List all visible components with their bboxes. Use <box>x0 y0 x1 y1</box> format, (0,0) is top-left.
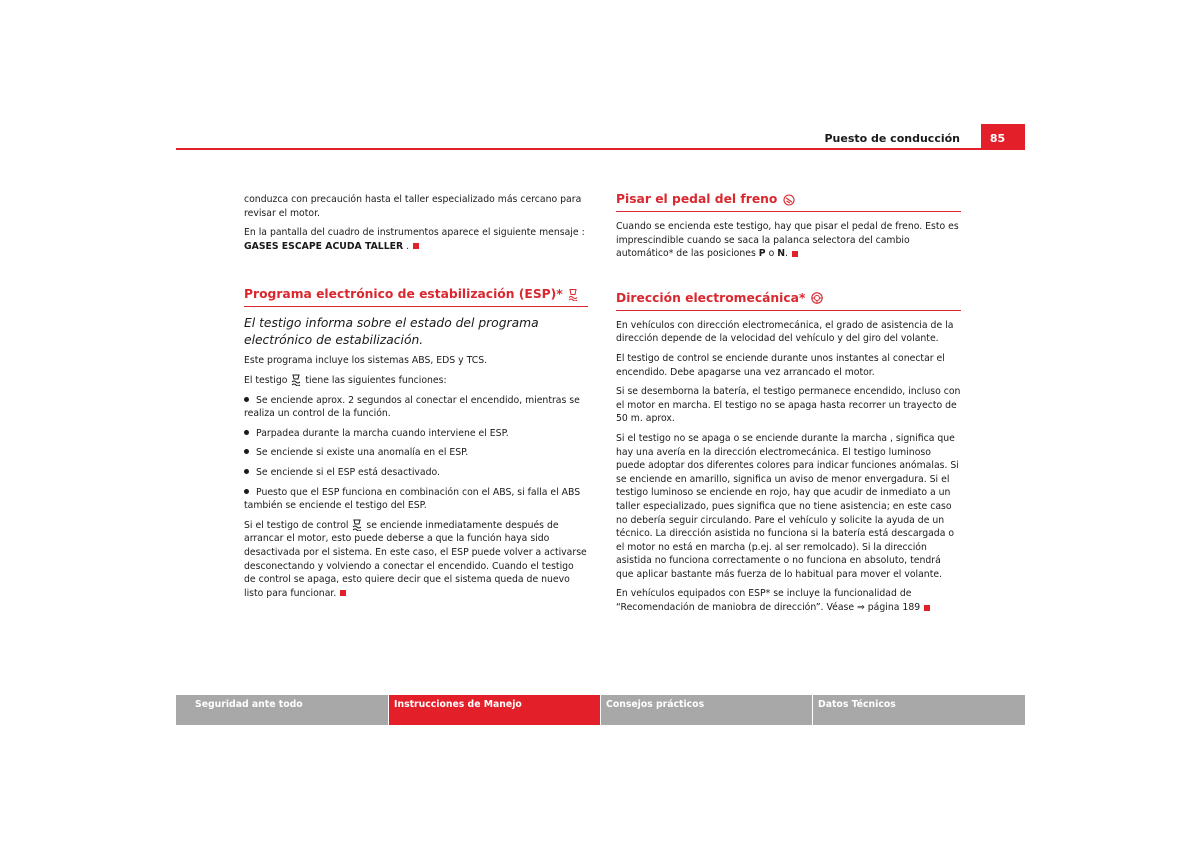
list-item: Se enciende aprox. 2 segundos al conectar el encendido, mientras se realiza un control de la función. <box>244 394 580 420</box>
steering-wheel-icon <box>810 292 824 304</box>
brake-pedal-icon <box>782 194 796 206</box>
list-item: Parpadea durante la marcha cuando interviene el ESP. <box>244 427 588 441</box>
header-rule <box>176 148 1025 150</box>
footer-tab-consejos[interactable]: Consejos prácticos <box>601 695 812 725</box>
footer-tab-seguridad[interactable]: Seguridad ante todo <box>176 695 388 725</box>
paragraph: Si se desemborna la batería, el testigo permanece encendido, incluso con el motor en marcha. El testigo no se apaga hasta recorrer un trayecto de 50 m. aprox. <box>616 386 961 425</box>
page-number: 85 <box>989 132 1006 145</box>
paragraph: Este programa incluye los sistemas ABS, EDS y TCS. <box>244 355 488 367</box>
right-column <box>616 192 961 621</box>
paragraph: Si el testigo de control se enciende inmediatamente después de arrancar el motor, esto puede deberse a que la función haya sido desactivada por el sistema. En este caso, el ESP puede volver a activarse desconectando y volviendo a conectar el encendido. Cuando el testigo de control se apaga, esto quiere decir que el sistema queda de nuevo listo para funcionar. <box>244 519 587 599</box>
esp-lead: El testigo informa sobre el estado del programa electrónico de estabilización. <box>244 316 539 347</box>
paragraph: En la pantalla del cuadro de instrumentos aparece el siguiente mensaje : GASES ESCAPE ACUDA TALLER . <box>244 227 585 252</box>
paragraph: Cuando se encienda este testigo, hay que pisar el pedal de freno. Esto es imprescindible cuando se saca la palanca selectora del cambio automático* de las posiciones P o N. <box>616 221 959 260</box>
paragraph: conduzca con precaución hasta el taller especializado más cercano para revisar el motor. <box>244 194 582 219</box>
footer-tab-datos[interactable]: Datos Técnicos <box>813 695 1025 725</box>
page-section-title: Puesto de conducción <box>824 132 960 145</box>
esp-icon <box>351 519 363 531</box>
list-item: Se enciende si existe una anomalía en el ESP. <box>244 446 588 460</box>
paragraph: El testigo de control se enciende durante unos instantes al conectar el encendido. Debe apagarse una vez arrancado el motor. <box>616 352 945 378</box>
list-item: Se enciende si el ESP está desactivado. <box>244 466 588 480</box>
bullet-icon <box>244 469 249 474</box>
list-item: Puesto que el ESP funciona en combinación con el ABS, si falla el ABS también se enciende el testigo del ESP. <box>244 486 581 512</box>
paragraph: Si el testigo no se apaga o se enciende durante la marcha , significa que hay una avería en la dirección electromecánica. El testigo luminoso puede adoptar dos diferentes colores para indicar funciones anómalas. Si se enciende en amarillo, significa un aviso de menor envergadura. Si el testigo luminoso se enciende en rojo, hay que acudir de inmediato a un taller especializado, pues significa que no tiene asistencia; en este caso no debería seguir circulando. Pare el vehículo y solicite la ayuda de un técnico. La dirección asistida no funciona si la batería está descargada o el motor no está en marcha (p.ej. al ser remolcado). Si la dirección asistida no funciona correctamente o no funciona en absoluto, tendrá que aplicar bastante más fuerza de lo habitual para mover el volante. <box>616 432 959 580</box>
steering-heading: Dirección electromecánica* <box>616 291 961 311</box>
footer-tab-instrucciones[interactable]: Instrucciones de Manejo <box>389 695 600 725</box>
end-mark <box>413 243 419 249</box>
esp-warning-icon <box>567 288 579 301</box>
bullet-icon <box>244 449 249 454</box>
bullet-icon <box>244 430 249 435</box>
end-mark <box>340 590 346 596</box>
paragraph: En vehículos con dirección electromecánica, el grado de asistencia de la dirección depende de la velocidad del vehículo y del giro del volante. <box>616 319 954 345</box>
esp-heading: Programa electrónico de estabilización (ESP)* <box>244 287 588 307</box>
paragraph: En vehículos equipados con ESP* se incluye la funcionalidad de “Recomendación de maniobra de dirección”. Véase ⇒ página 189 <box>616 587 961 614</box>
bullet-icon <box>244 489 249 494</box>
display-message: GASES ESCAPE ACUDA TALLER <box>244 240 404 252</box>
end-mark <box>924 605 930 611</box>
end-mark <box>792 251 798 257</box>
brake-heading: Pisar el pedal del freno <box>616 192 961 212</box>
esp-icon <box>290 374 302 386</box>
paragraph: El testigo tiene las siguientes funciones: <box>244 374 447 386</box>
bullet-icon <box>244 397 249 402</box>
left-column <box>244 193 588 606</box>
